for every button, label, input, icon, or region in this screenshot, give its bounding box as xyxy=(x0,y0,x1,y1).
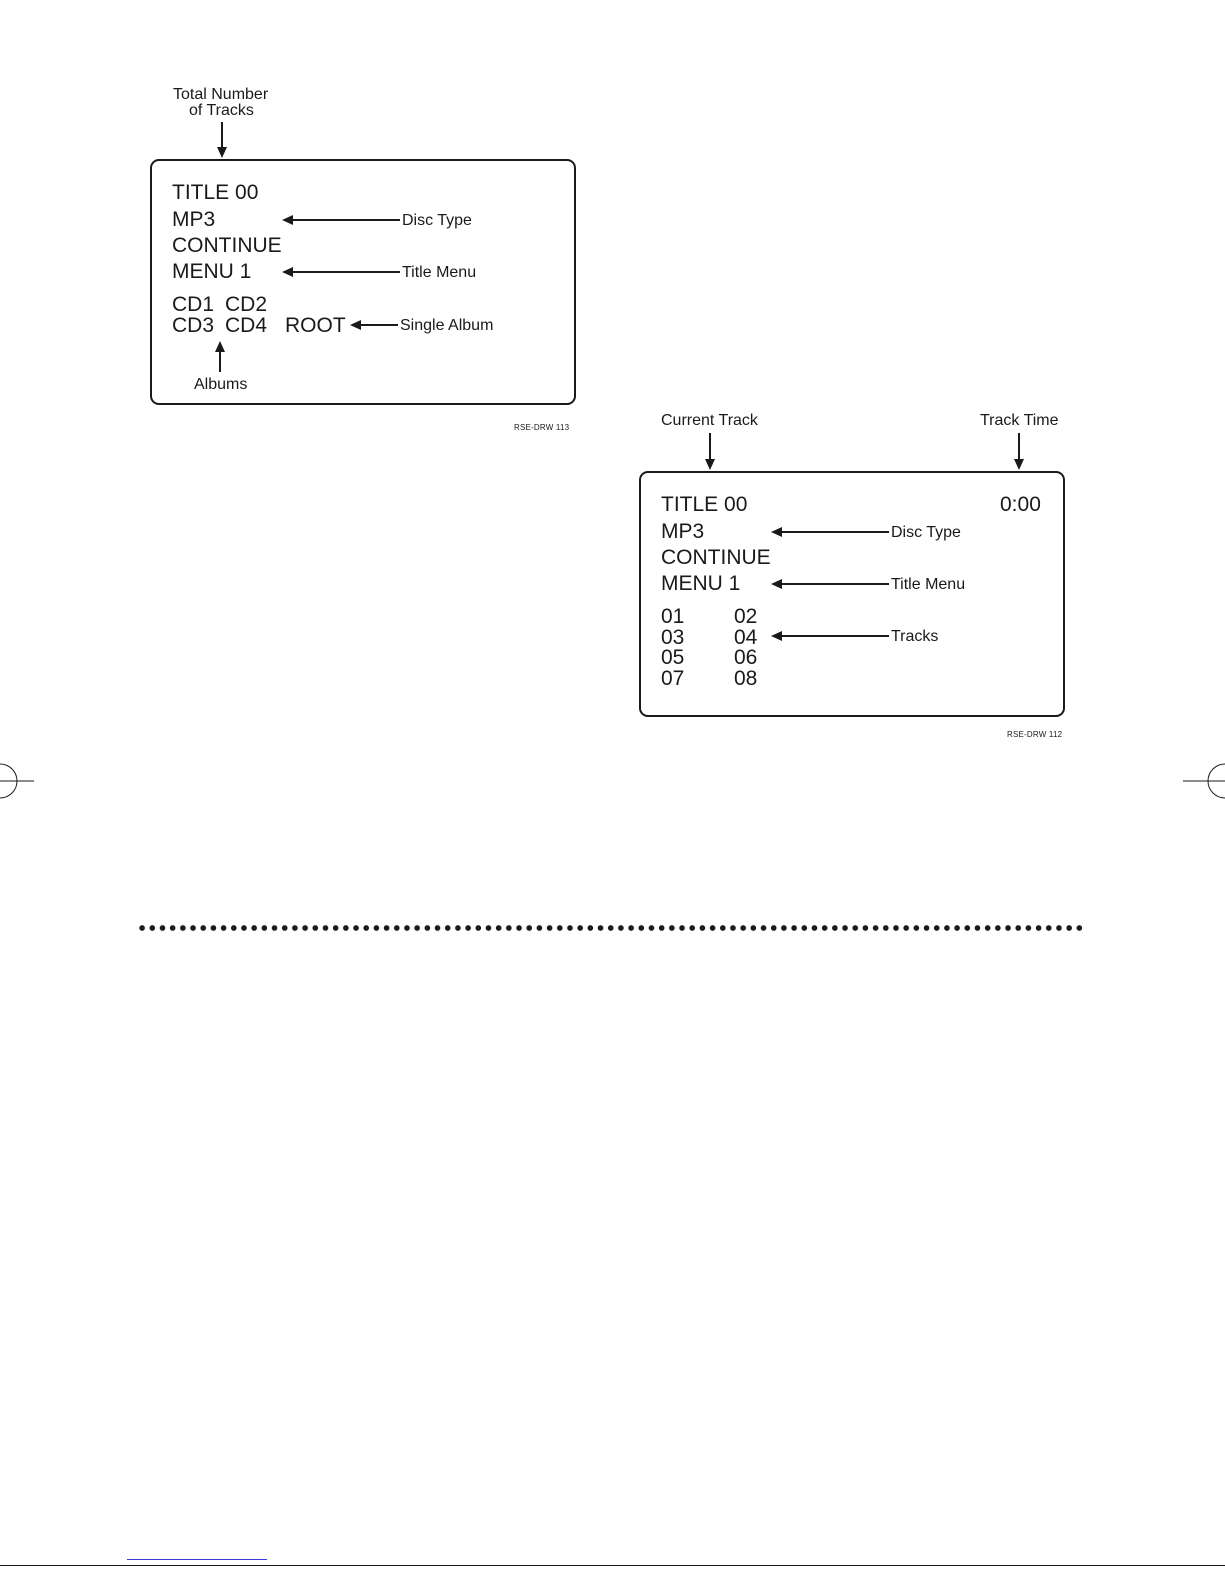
track-06: 06 xyxy=(734,646,758,669)
drawing-ref-113: RSE-DRW 113 xyxy=(514,423,570,432)
album-cd1: CD1 xyxy=(172,293,215,316)
track-04: 04 xyxy=(734,626,758,649)
track-01: 01 xyxy=(661,605,685,628)
albums-screen-continue: CONTINUE xyxy=(172,234,282,257)
arrow-tracks-head xyxy=(771,631,782,641)
tracks-screen-title: TITLE 00 xyxy=(661,493,748,516)
tracks-screen-menu: MENU 1 xyxy=(661,572,741,595)
callout-title-menu-2: Title Menu xyxy=(891,576,966,593)
track-08: 08 xyxy=(734,667,758,690)
arrow-title-menu-1-head xyxy=(282,267,293,277)
callout-total-tracks-line1: Total Number xyxy=(173,86,269,103)
drawing-ref-112: RSE-DRW 112 xyxy=(1007,730,1063,739)
track-07: 07 xyxy=(661,667,685,690)
arrow-current-track-head xyxy=(705,459,715,470)
album-cd3: CD3 xyxy=(172,314,215,337)
track-05: 05 xyxy=(661,646,685,669)
callout-tracks: Tracks xyxy=(891,628,939,645)
album-cd2: CD2 xyxy=(225,293,268,316)
callout-disc-type-1: Disc Type xyxy=(402,212,472,229)
arrow-title-menu-2-head xyxy=(771,579,782,589)
callout-albums: Albums xyxy=(194,376,248,393)
callout-total-tracks-line2: of Tracks xyxy=(189,102,254,119)
arrow-albums-head xyxy=(215,341,225,352)
arrow-total-tracks-head xyxy=(217,147,227,158)
tracks-screen-time: 0:00 xyxy=(1000,493,1041,516)
footer-rule xyxy=(0,1565,1225,1566)
track-02: 02 xyxy=(734,605,758,628)
arrow-single-album-head xyxy=(350,320,361,330)
callout-disc-type-2: Disc Type xyxy=(891,524,961,541)
callout-title-menu-1: Title Menu xyxy=(402,264,477,281)
album-cd4: CD4 xyxy=(225,314,268,337)
callout-track-time: Track Time xyxy=(980,412,1059,429)
dotted-divider xyxy=(137,924,1085,932)
arrow-disc-type-2-head xyxy=(771,527,782,537)
tracks-screen-disc-type: MP3 xyxy=(661,520,705,543)
arrow-disc-type-1-head xyxy=(282,215,293,225)
callout-single-album: Single Album xyxy=(400,317,494,334)
tracks-screen-continue: CONTINUE xyxy=(661,546,771,569)
footer-underline xyxy=(127,1559,267,1560)
albums-screen-disc-type: MP3 xyxy=(172,208,216,231)
arrow-track-time-head xyxy=(1014,459,1024,470)
track-03: 03 xyxy=(661,626,685,649)
albums-screen-menu: MENU 1 xyxy=(172,260,252,283)
album-root: ROOT xyxy=(285,314,346,337)
albums-screen-title: TITLE 00 xyxy=(172,181,259,204)
callout-current-track: Current Track xyxy=(661,412,758,429)
